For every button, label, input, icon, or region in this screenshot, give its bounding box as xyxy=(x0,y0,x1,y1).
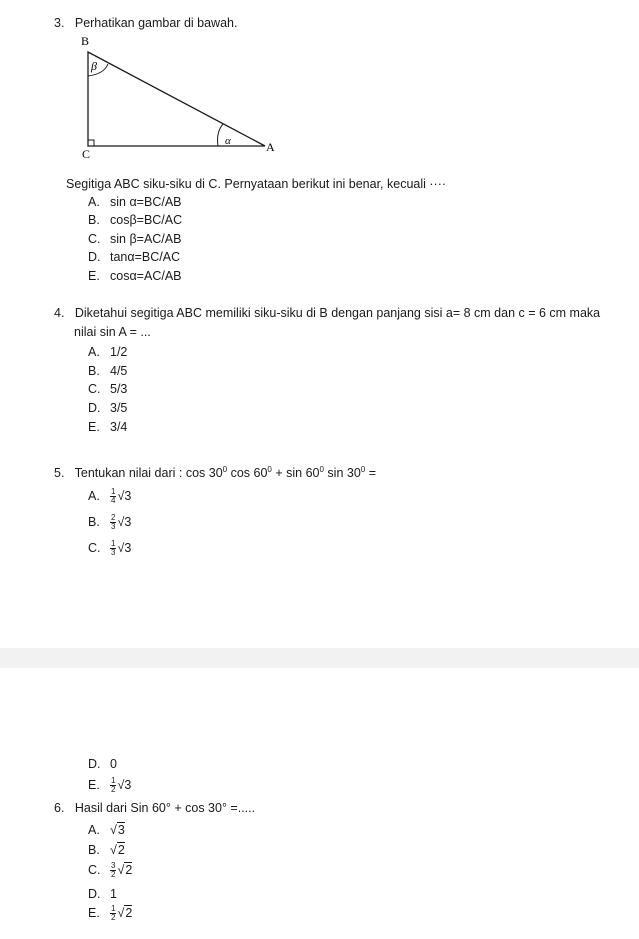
square-root xyxy=(117,515,131,529)
q5-text-part2: cos 60 xyxy=(227,466,268,481)
option-label: A. xyxy=(88,345,100,359)
q3-text: Perhatikan gambar di bawah. xyxy=(74,16,238,30)
fraction-denominator: 3 xyxy=(111,548,116,557)
fraction-numerator: 3 xyxy=(111,861,116,870)
fraction-numerator: 1 xyxy=(111,904,116,913)
square-root xyxy=(117,863,132,877)
q5-option-e xyxy=(88,777,131,794)
option-text: cosα=AC/AB xyxy=(110,269,182,283)
degree-sup: 0 xyxy=(319,465,324,474)
option-text: cosβ=BC/AC xyxy=(110,213,183,227)
fraction-denominator: 3 xyxy=(111,522,116,531)
fraction xyxy=(110,488,116,505)
q3-triangle-figure xyxy=(78,32,278,162)
square-root xyxy=(117,906,132,920)
q5-number: 5. xyxy=(54,466,65,481)
option-label: D. xyxy=(88,401,101,415)
radicand: 2 xyxy=(117,843,125,857)
page-break xyxy=(0,648,639,668)
option-label: C. xyxy=(88,382,101,396)
q5-option-c xyxy=(88,540,131,557)
root-sign: √ xyxy=(117,514,125,529)
label-a: A xyxy=(266,140,275,154)
fraction xyxy=(110,540,116,557)
option-text: 1/2 xyxy=(110,345,128,359)
option-text: 3/5 xyxy=(110,401,128,415)
triangle-abc xyxy=(88,52,265,146)
option-label: E. xyxy=(88,420,100,434)
option-label: C. xyxy=(88,232,101,246)
q3-option-e xyxy=(88,269,182,283)
q4-text-line1: Diketahui segitiga ABC memiliki siku-siku di B dengan panjang sisi a= 8 cm dan c = 6 cm maka xyxy=(74,306,601,320)
label-beta: β xyxy=(91,59,97,73)
radicand: 3 xyxy=(124,777,132,792)
option-label: A. xyxy=(88,488,100,503)
option-label: A. xyxy=(88,823,100,837)
root-sign: √ xyxy=(117,777,125,792)
q5-option-b xyxy=(88,514,131,531)
q4-question-line1 xyxy=(54,306,600,320)
q4-option-b xyxy=(88,364,127,378)
q3-option-b xyxy=(88,213,182,227)
root-sign: √ xyxy=(117,540,125,555)
square-root xyxy=(110,823,125,837)
fraction-numerator: 1 xyxy=(111,776,116,785)
q3-number: 3. xyxy=(54,16,65,30)
option-text: tanα=BC/AC xyxy=(110,250,181,264)
option-text: 5/3 xyxy=(110,382,128,396)
option-label: D. xyxy=(88,757,101,771)
q3-option-c xyxy=(88,232,181,246)
square-root xyxy=(110,843,125,857)
q3-question xyxy=(54,16,237,30)
fraction-denominator: 2 xyxy=(111,785,116,794)
option-label: B. xyxy=(88,843,100,857)
q3-option-a xyxy=(88,195,182,209)
square-root xyxy=(117,541,131,555)
q4-option-c xyxy=(88,382,127,396)
q5-option-d xyxy=(88,757,117,771)
fraction-denominator: 4 xyxy=(111,496,116,505)
square-root xyxy=(117,489,131,503)
q6-question xyxy=(54,801,255,815)
fraction xyxy=(110,514,116,531)
root-sign: √ xyxy=(110,843,117,857)
option-text: sin α=BC/AB xyxy=(110,195,182,209)
q6-option-a xyxy=(88,823,125,837)
radicand: 3 xyxy=(124,540,132,555)
degree-sup: 0 xyxy=(267,465,272,474)
q3-statement: Segitiga ABC siku-siku di C. Pernyataan berikut ini benar, kecuali ···· xyxy=(66,177,447,191)
radicand: 3 xyxy=(124,488,132,503)
option-text: 3/4 xyxy=(110,420,128,434)
fraction xyxy=(110,777,116,794)
label-c: C xyxy=(82,147,91,161)
fraction-numerator: 1 xyxy=(111,539,116,548)
option-label: C. xyxy=(88,540,101,555)
option-label: D. xyxy=(88,887,101,901)
fraction-numerator: 2 xyxy=(111,513,116,522)
q6-option-c xyxy=(88,862,132,879)
root-sign: √ xyxy=(117,905,125,920)
q4-option-d xyxy=(88,401,127,415)
option-label: A. xyxy=(88,195,100,209)
root-sign: √ xyxy=(117,488,125,503)
radicand: 3 xyxy=(117,823,125,837)
q6-number: 6. xyxy=(54,801,65,815)
q4-text-line2: nilai sin A = ... xyxy=(74,325,151,339)
fraction-numerator: 1 xyxy=(111,487,116,496)
q5-text-prefix: Tentukan nilai dari : cos 30 xyxy=(74,466,223,481)
q6-text: Hasil dari Sin 60° + cos 30° =..... xyxy=(74,801,256,815)
fraction xyxy=(110,862,116,879)
label-b: B xyxy=(81,34,90,48)
q5-option-a xyxy=(88,488,131,505)
q5-text-part4: sin 30 xyxy=(323,466,361,481)
q4-number: 4. xyxy=(54,306,65,320)
root-sign: √ xyxy=(117,862,125,877)
option-label: E. xyxy=(88,905,100,920)
radicand: 3 xyxy=(124,514,132,529)
q3-option-d xyxy=(88,250,180,264)
option-label: E. xyxy=(88,777,100,792)
q5-question xyxy=(54,465,376,480)
q5-text-suffix: = xyxy=(365,466,377,481)
option-label: D. xyxy=(88,250,101,264)
q6-option-d xyxy=(88,887,117,901)
q4-option-a xyxy=(88,345,127,359)
q4-option-e xyxy=(88,420,127,434)
degree-sup: 0 xyxy=(360,465,366,474)
q6-option-b xyxy=(88,843,125,857)
radicand: 2 xyxy=(125,905,133,920)
fraction xyxy=(110,905,116,922)
alpha-arc xyxy=(218,124,223,146)
option-label: B. xyxy=(88,213,100,227)
option-label: B. xyxy=(88,364,100,378)
option-text: 1 xyxy=(110,887,117,901)
q5-text-part3: + sin 60 xyxy=(271,466,320,481)
radicand: 2 xyxy=(125,862,133,877)
degree-sup: 0 xyxy=(222,465,228,474)
fraction-denominator: 2 xyxy=(111,913,116,922)
label-alpha: α xyxy=(225,135,231,147)
root-sign: √ xyxy=(110,823,117,837)
option-label: C. xyxy=(88,862,101,877)
right-angle-mark xyxy=(88,140,94,146)
option-text: 4/5 xyxy=(110,364,128,378)
option-label: B. xyxy=(88,514,100,529)
square-root xyxy=(117,778,131,792)
option-text: 0 xyxy=(110,757,117,771)
q6-option-e xyxy=(88,905,132,922)
option-text: sin β=AC/AB xyxy=(110,232,182,246)
fraction-denominator: 2 xyxy=(111,870,116,879)
option-label: E. xyxy=(88,269,100,283)
